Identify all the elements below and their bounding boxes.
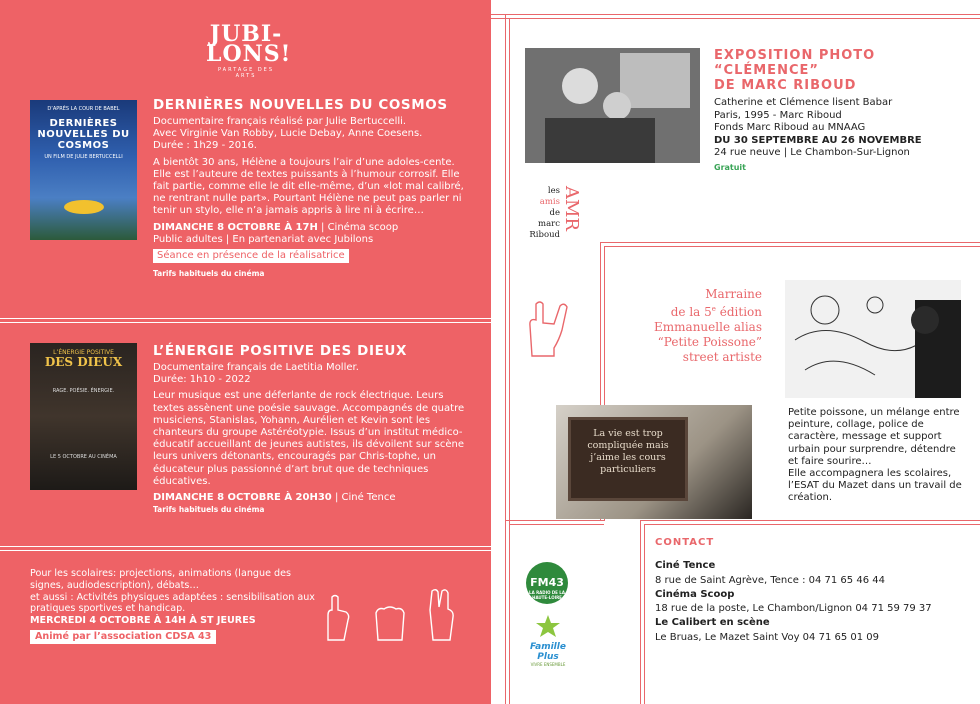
- famille-plus-subtext: VIVRE ENSEMBLE: [530, 662, 566, 667]
- event-description: Leur musique est une déferlante de rock électrique. Leurs textes assènent une poésie sauvage. Accompagnés de quatre musiciens, Stanislas, Yohann, Aurélien et Kevin sont les chanteurs du groupe Astéréotypie. Issus d’un institut médico-éducatif accueillant de jeunes autistes, ils dévoilent sur scène leurs univers détonants, encouragés par Chris-tophe, un éducateur plus passionné d’art brut que de techniques éducatives.: [153, 390, 465, 487]
- frame-line: [640, 520, 980, 521]
- event-date: DIMANCHE 8 OCTOBRE À 20H30: [153, 492, 332, 504]
- amr-text: marc: [538, 219, 560, 229]
- divider-line: [0, 550, 491, 551]
- marraine-text: édition: [715, 305, 762, 319]
- amr-text: Riboud: [529, 230, 560, 240]
- logo-line2: LONS!: [206, 41, 292, 67]
- event-energie: [153, 343, 473, 516]
- event-info: Documentaire français de Laetitia Moller.: [153, 362, 359, 373]
- marraine-section: [620, 287, 762, 365]
- divider-line: [0, 322, 491, 323]
- marraine-text: “Petite Poissone”: [657, 335, 762, 349]
- frame-line: [644, 524, 645, 704]
- poster-subtitle: UN FILM DE JULIE BERTUCCELLI: [44, 154, 123, 160]
- contact-address: Le Bruas, Le Mazet Saint Voy 04 71 65 01 09: [655, 631, 880, 643]
- event-description: A bientôt 30 ans, Hélène a toujours l’air d’une adoles-cente. Elle est l’auteure de textes puissants à l’humour corrosif. Elle fait partie, comme elle le dit elle-même, d’un «lot mal calibré, ne rentrant nulle part». Pourtant Hélène ne peut pas parler ni tenir un stylo, elle n’a jamais appris à lire ni à écrire…: [153, 156, 464, 217]
- famille-plus-logo: [520, 614, 576, 667]
- school-tag: Animé par l’association CDSA 43: [30, 630, 216, 644]
- plaque-sign: La vie est trop compliquée mais j’aime les cours particuliers: [568, 417, 688, 501]
- poster-top-text: D’APRÈS LA COUR DE BABEL: [47, 106, 120, 112]
- fm43-logo: [526, 562, 568, 604]
- expo-free: Gratuit: [714, 162, 746, 172]
- expo-title: EXPOSITION PHOTO: [714, 48, 876, 63]
- contact-name: Cinéma Scoop: [655, 588, 735, 600]
- amr-text: amis: [539, 197, 560, 207]
- contact-section: [655, 536, 965, 645]
- poissone-description: [788, 407, 968, 505]
- event-cosmos: [153, 97, 473, 280]
- expo-text: Fonds Marc Riboud au MNAAG: [714, 122, 866, 133]
- logo-line1: JUBI-: [209, 21, 283, 47]
- photo-people-image: [525, 48, 700, 163]
- contact-address: 18 rue de la poste, Le Chambon/Lignon 04 71 59 79 37: [655, 603, 932, 615]
- amr-mark: AMR: [561, 186, 582, 231]
- poster-cosmos: [30, 100, 137, 240]
- star-icon: [533, 614, 563, 638]
- marraine-text: street artiste: [682, 350, 762, 364]
- amr-text: les: [547, 186, 560, 196]
- expo-date: DU 30 SEPTEMBRE AU 26 NOVEMBRE: [714, 134, 922, 146]
- frame-line: [640, 520, 641, 704]
- artist-drawing-image: [785, 280, 961, 398]
- frame-line: [509, 524, 604, 525]
- hand-sign-icon: [524, 298, 574, 360]
- expo-section: [714, 48, 964, 174]
- contact-address: 8 rue de Saint Agrève, Tence : 04 71 65 46 44: [655, 574, 885, 586]
- contact-name: Ciné Tence: [655, 560, 716, 572]
- photo-clemence: [525, 48, 700, 163]
- expo-title: “CLÉMENCE”: [714, 63, 819, 78]
- logo-tagline: PARTAGE DES ARTS: [217, 67, 275, 79]
- event-tarifs: Tarifs habituels du cinéma: [153, 269, 265, 279]
- fm43-text: FM43: [530, 576, 564, 589]
- poissone-text: Elle accompagnera les scolaires, l’ESAT du Mazet dans un travail de création.: [788, 468, 962, 504]
- frame-line: [600, 242, 980, 243]
- sign-language-hands-icon: [318, 585, 478, 645]
- frame-line: [505, 520, 605, 521]
- school-text: Pour les scolaires: projections, animations (langue des signes, audiodescription), débats…: [30, 568, 292, 591]
- poster-bottom-text: LE 5 OCTOBRE AU CINÉMA: [50, 454, 117, 460]
- event-date: DIMANCHE 8 OCTOBRE À 17H: [153, 221, 318, 233]
- amr-text: de: [549, 208, 560, 218]
- marraine-text: Marraine: [705, 287, 762, 301]
- frame-line: [604, 246, 980, 247]
- swim-ring-image: [64, 200, 104, 214]
- divider-line: [0, 546, 491, 547]
- frame-line: [491, 18, 980, 19]
- fm43-subtext: LA RADIO DE LA HAUTE-LOIRE: [529, 590, 565, 600]
- school-section: [30, 568, 320, 644]
- event-info: Avec Virginie Van Robby, Lucie Debay, Anne Coesens.: [153, 128, 423, 140]
- frame-line: [509, 18, 510, 704]
- frame-line: [491, 14, 980, 15]
- poster-subtitle: RAGE. POÉSIE. ÉNERGIE.: [52, 388, 115, 394]
- event-extra: Public adultes | En partenariat avec Jubilons: [153, 233, 374, 245]
- photo-street-artist: [785, 280, 961, 398]
- expo-address: 24 rue neuve | Le Chambon-Sur-Lignon: [714, 147, 910, 158]
- event-venue: | Ciné Tence: [331, 492, 396, 504]
- marraine-text: Emmanuelle alias: [654, 320, 762, 334]
- school-text: et aussi : Activités physiques adaptées : sensibilisation aux pratiques sportives et handicap.: [30, 591, 315, 615]
- jubilons-logo: [206, 21, 292, 79]
- poster-title: DES DIEUX: [44, 355, 123, 369]
- poissone-text: Petite poissone, un mélange entre peinture, collage, police de caractère, message et support urbain pour surprendre, détendre et faire sourire…: [788, 407, 960, 467]
- frame-line: [644, 524, 980, 525]
- event-title: DERNIÈRES NOUVELLES DU COSMOS: [153, 97, 448, 113]
- photo-plaque: [556, 405, 752, 519]
- school-date: MERCREDI 4 OCTOBRE À 14H À ST JEURES: [30, 615, 256, 627]
- event-info: Durée : 1h29 - 2016.: [153, 140, 257, 152]
- expo-text: Catherine et Clémence lisent Babar: [714, 97, 893, 108]
- marraine-text: de la 5: [670, 305, 712, 319]
- event-title: L’ÉNERGIE POSITIVE DES DIEUX: [153, 343, 407, 359]
- poster-title: DERNIÈRES NOUVELLES DU COSMOS: [37, 118, 130, 151]
- event-tarifs: Tarifs habituels du cinéma: [153, 505, 265, 515]
- amis-marc-riboud-logo: [524, 186, 584, 246]
- expo-text: Paris, 1995 - Marc Riboud: [714, 109, 842, 121]
- expo-title: DE MARC RIBOUD: [714, 78, 857, 93]
- event-info: Durée: 1h10 - 2022: [153, 374, 251, 386]
- event-venue: | Cinéma scoop: [317, 221, 399, 233]
- famille-plus-text: Famille Plus: [530, 642, 566, 662]
- event-info: Documentaire français réalisé par Julie Bertuccelli.: [153, 116, 407, 127]
- marraine-text: e: [711, 305, 716, 313]
- event-tag: Séance en présence de la réalisatrice: [153, 249, 349, 263]
- frame-line: [505, 14, 506, 704]
- contact-name: Le Calibert en scène: [655, 617, 770, 629]
- poster-energie: [30, 343, 137, 490]
- divider-line: [0, 318, 491, 319]
- contact-heading: CONTACT: [655, 537, 715, 548]
- poster-top-text: L’ÉNERGIE POSITIVE: [53, 349, 114, 356]
